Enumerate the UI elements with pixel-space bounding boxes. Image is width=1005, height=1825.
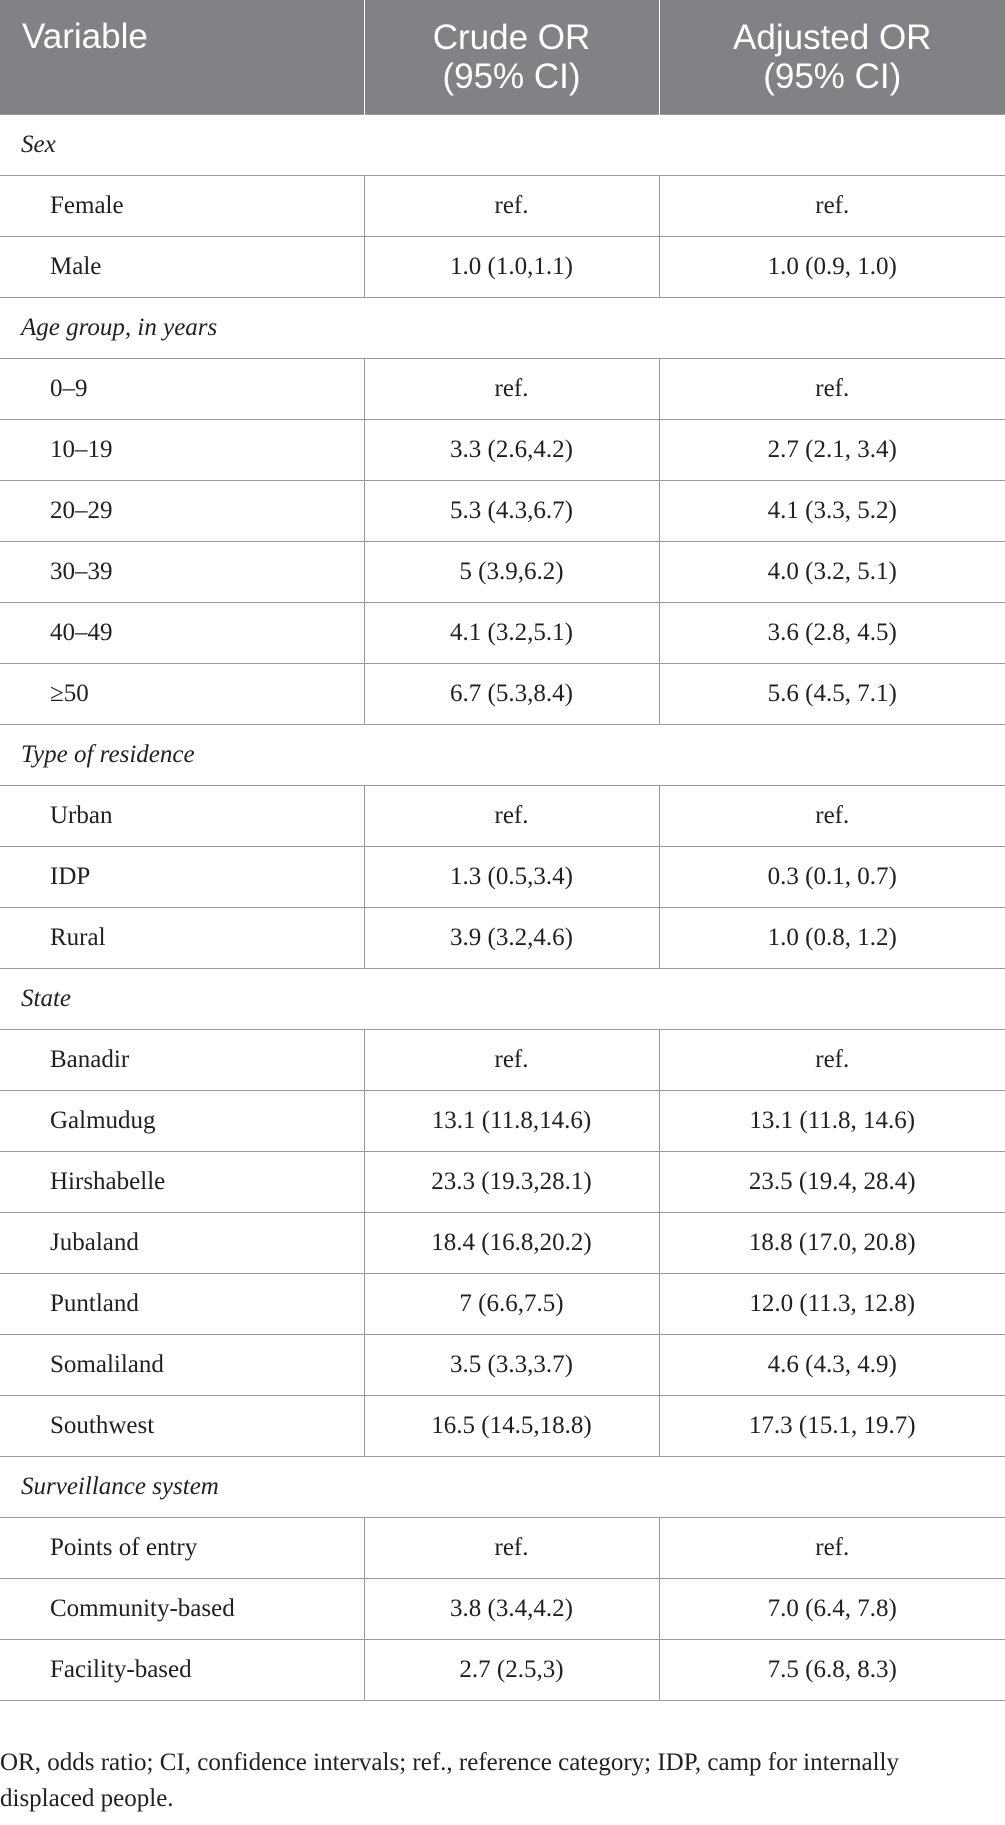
- header-adjusted-or: [659, 0, 1005, 115]
- section-row-residence: [0, 725, 1005, 786]
- row-label: Southwest: [0, 1396, 364, 1457]
- crude-or-cell: 3.8 (3.4,4.2): [364, 1579, 659, 1640]
- section-title: State: [0, 969, 1005, 1030]
- row-label: 30–39: [0, 542, 364, 603]
- adjusted-or-cell: 0.3 (0.1, 0.7): [659, 847, 1005, 908]
- table-row: [0, 420, 1005, 481]
- crude-or-cell: 4.1 (3.2,5.1): [364, 603, 659, 664]
- adjusted-or-cell: 17.3 (15.1, 19.7): [659, 1396, 1005, 1457]
- row-label: Points of entry: [0, 1518, 364, 1579]
- header-crude-line1: Crude OR: [432, 18, 591, 57]
- table-row: [0, 359, 1005, 420]
- adjusted-or-cell: 4.1 (3.3, 5.2): [659, 481, 1005, 542]
- crude-or-cell: 1.0 (1.0,1.1): [364, 237, 659, 298]
- table-row: [0, 664, 1005, 725]
- table-row: [0, 1518, 1005, 1579]
- row-label: Somaliland: [0, 1335, 364, 1396]
- row-label: IDP: [0, 847, 364, 908]
- section-row-sex: [0, 115, 1005, 176]
- row-label: Puntland: [0, 1274, 364, 1335]
- adjusted-or-cell: 7.5 (6.8, 8.3): [659, 1640, 1005, 1701]
- section-row-age-group: [0, 298, 1005, 359]
- header-crude-line2: (95% CI): [442, 57, 581, 96]
- table-row: [0, 908, 1005, 969]
- section-title: Surveillance system: [0, 1457, 1005, 1518]
- table-row: [0, 847, 1005, 908]
- table-row: [0, 237, 1005, 298]
- crude-or-cell: 23.3 (19.3,28.1): [364, 1152, 659, 1213]
- crude-or-cell: ref.: [364, 1030, 659, 1091]
- crude-or-cell: ref.: [364, 359, 659, 420]
- adjusted-or-cell: 12.0 (11.3, 12.8): [659, 1274, 1005, 1335]
- row-label: 0–9: [0, 359, 364, 420]
- header-variable: [0, 0, 364, 115]
- table-row: [0, 1640, 1005, 1701]
- table-row: [0, 1274, 1005, 1335]
- header-row: [0, 0, 1005, 115]
- adjusted-or-cell: 4.6 (4.3, 4.9): [659, 1335, 1005, 1396]
- crude-or-cell: 6.7 (5.3,8.4): [364, 664, 659, 725]
- crude-or-cell: 13.1 (11.8,14.6): [364, 1091, 659, 1152]
- table-row: [0, 1579, 1005, 1640]
- row-label: Female: [0, 176, 364, 237]
- table-row: [0, 1091, 1005, 1152]
- adjusted-or-cell: ref.: [659, 1030, 1005, 1091]
- row-label: 10–19: [0, 420, 364, 481]
- table-row: [0, 1213, 1005, 1274]
- table-row: [0, 1335, 1005, 1396]
- header-adjusted-line1: Adjusted OR: [733, 18, 932, 57]
- header-adjusted-line2: (95% CI): [763, 57, 902, 96]
- table-row: [0, 1030, 1005, 1091]
- adjusted-or-cell: 23.5 (19.4, 28.4): [659, 1152, 1005, 1213]
- crude-or-cell: 16.5 (14.5,18.8): [364, 1396, 659, 1457]
- adjusted-or-cell: 5.6 (4.5, 7.1): [659, 664, 1005, 725]
- table-body: [0, 115, 1005, 1701]
- section-title: Sex: [0, 115, 1005, 176]
- table-row: [0, 1396, 1005, 1457]
- adjusted-or-cell: 1.0 (0.8, 1.2): [659, 908, 1005, 969]
- table-row: [0, 603, 1005, 664]
- row-label: Hirshabelle: [0, 1152, 364, 1213]
- table-header: [0, 0, 1005, 115]
- table-row: [0, 542, 1005, 603]
- row-label: ≥50: [0, 664, 364, 725]
- crude-or-cell: 3.9 (3.2,4.6): [364, 908, 659, 969]
- adjusted-or-cell: 13.1 (11.8, 14.6): [659, 1091, 1005, 1152]
- row-label: Community-based: [0, 1579, 364, 1640]
- section-title: Type of residence: [0, 725, 1005, 786]
- crude-or-cell: ref.: [364, 786, 659, 847]
- crude-or-cell: 7 (6.6,7.5): [364, 1274, 659, 1335]
- row-label: Banadir: [0, 1030, 364, 1091]
- adjusted-or-cell: 2.7 (2.1, 3.4): [659, 420, 1005, 481]
- adjusted-or-cell: 4.0 (3.2, 5.1): [659, 542, 1005, 603]
- section-title: Age group, in years: [0, 298, 1005, 359]
- crude-or-cell: 18.4 (16.8,20.2): [364, 1213, 659, 1274]
- table-footnote: OR, odds ratio; CI, confidence intervals; ref., reference category; IDP, camp for internally displaced people.: [0, 1749, 899, 1812]
- table-row: [0, 176, 1005, 237]
- adjusted-or-cell: ref.: [659, 786, 1005, 847]
- crude-or-cell: 1.3 (0.5,3.4): [364, 847, 659, 908]
- row-label: 40–49: [0, 603, 364, 664]
- crude-or-cell: ref.: [364, 176, 659, 237]
- adjusted-or-cell: ref.: [659, 1518, 1005, 1579]
- header-crude-or: [364, 0, 659, 115]
- row-label: Male: [0, 237, 364, 298]
- crude-or-cell: 2.7 (2.5,3): [364, 1640, 659, 1701]
- adjusted-or-cell: 1.0 (0.9, 1.0): [659, 237, 1005, 298]
- header-variable-label: Variable: [22, 17, 148, 56]
- section-row-surveillance: [0, 1457, 1005, 1518]
- row-label: Jubaland: [0, 1213, 364, 1274]
- row-label: Galmudug: [0, 1091, 364, 1152]
- row-label: Urban: [0, 786, 364, 847]
- adjusted-or-cell: 7.0 (6.4, 7.8): [659, 1579, 1005, 1640]
- row-label: Facility-based: [0, 1640, 364, 1701]
- row-label: Rural: [0, 908, 364, 969]
- crude-or-cell: ref.: [364, 1518, 659, 1579]
- crude-or-cell: 5.3 (4.3,6.7): [364, 481, 659, 542]
- table-row: [0, 786, 1005, 847]
- crude-or-cell: 3.3 (2.6,4.2): [364, 420, 659, 481]
- adjusted-or-cell: 3.6 (2.8, 4.5): [659, 603, 1005, 664]
- adjusted-or-cell: ref.: [659, 359, 1005, 420]
- section-row-state: [0, 969, 1005, 1030]
- table-row: [0, 481, 1005, 542]
- adjusted-or-cell: 18.8 (17.0, 20.8): [659, 1213, 1005, 1274]
- table-row: [0, 1152, 1005, 1213]
- row-label: 20–29: [0, 481, 364, 542]
- crude-or-cell: 5 (3.9,6.2): [364, 542, 659, 603]
- adjusted-or-cell: ref.: [659, 176, 1005, 237]
- crude-or-cell: 3.5 (3.3,3.7): [364, 1335, 659, 1396]
